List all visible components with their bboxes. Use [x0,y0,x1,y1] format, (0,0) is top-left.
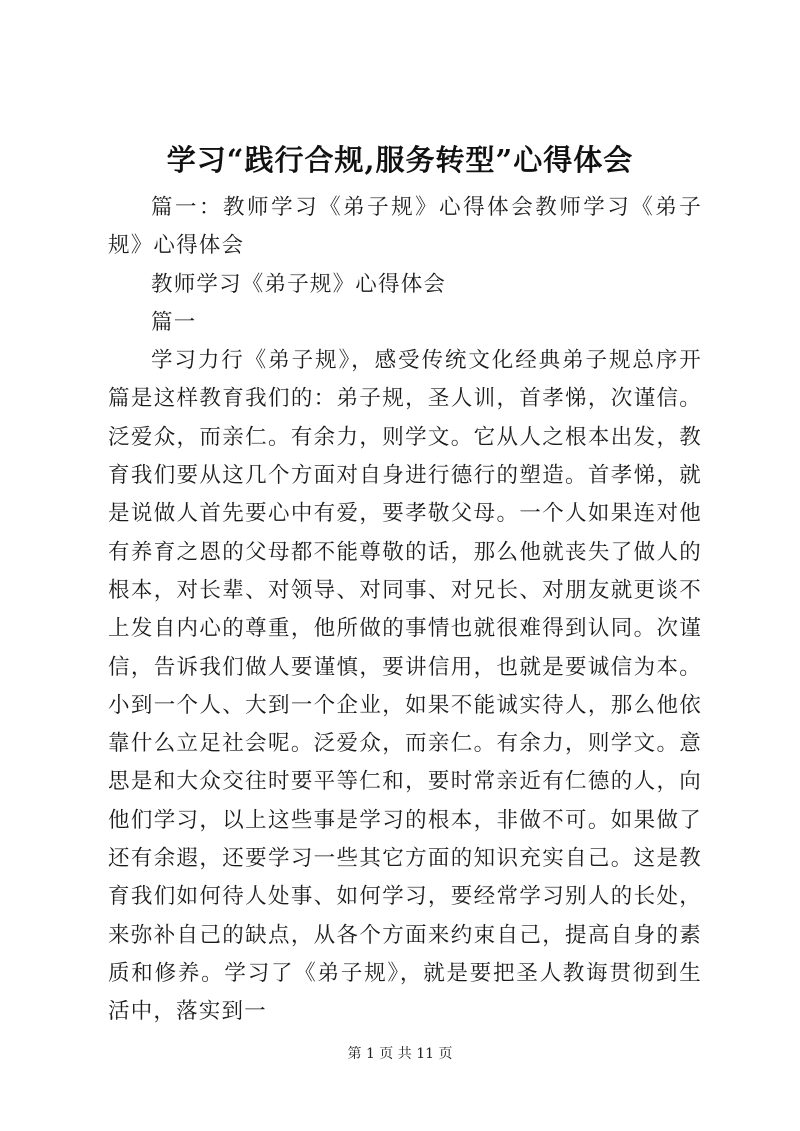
paragraph-body: 学习力行《弟子规》，感受传统文化经典弟子规总序开篇是这样教育我们的：弟子规，圣人训，首孝悌，次谨信。泛爱众，而亲仁。有余力，则学文。它从人之根本出发，教育我们要从这几个方面对自身进行德行的塑造。首孝悌，就是说做人首先要心中有爱，要孝敬父母。一个人如果连对他有养育之恩的父母都不能尊敬的话，那么他就丧失了做人的根本，对长辈、对领导、对同事、对兄长、对朋友就更谈不上发自内心的尊重，他所做的事情也就很难得到认同。次谨信，告诉我们做人要谨慎，要讲信用，也就是要诚信为本。小到一个人、大到一个企业，如果不能诚实待人，那么他依靠什么立足社会呢。泛爱众，而亲仁。有余力，则学文。意思是和大众交往时要平等仁和，要时常亲近有仁德的人，向他们学习，以上这些事是学习的根本，非做不可。如果做了还有余遐，还要学习一些其它方面的知识充实自己。这是教育我们如何待人处事、如何学习，要经常学习别人的长处，来弥补自己的缺点，从各个方面来约束自己，提高自身的素质和修养。学习了《弟子规》，就是要把圣人教诲贯彻到生活中，落实到一 [108,348,702,1025]
page-footer: 第 1 页 共 11 页 [347,1046,453,1062]
paragraph-section-label: 篇一 [151,309,197,335]
paragraph-heading-1: 篇一：教师学习《弟子规》心得体会教师学习《弟子规》心得体会 [108,195,702,259]
document-title: 学习“践行合规,服务转型”心得体会 [166,143,634,177]
document-body [108,189,702,1032]
paragraph-subheading: 教师学习《弟子规》心得体会 [151,271,447,297]
